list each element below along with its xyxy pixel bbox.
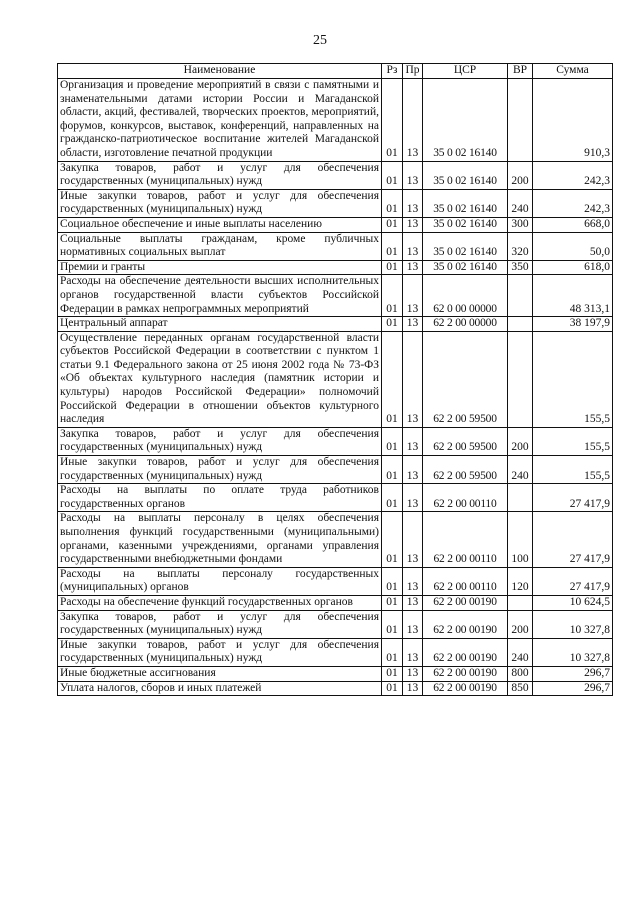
cell-csr: 62 2 00 59500	[423, 331, 508, 427]
header-vr: ВР	[508, 64, 533, 79]
cell-sum: 296,7	[533, 666, 613, 681]
cell-vr: 200	[508, 427, 533, 455]
table-row	[58, 331, 613, 427]
cell-csr: 35 0 02 16140	[423, 161, 508, 189]
cell-name: Закупка товаров, работ и услуг для обеспечения государственных (муниципальных) нужд	[58, 161, 382, 189]
table-row	[58, 79, 613, 162]
table-row	[58, 317, 613, 332]
cell-rz: 01	[382, 232, 403, 260]
cell-name: Закупка товаров, работ и услуг для обеспечения государственных (муниципальных) нужд	[58, 427, 382, 455]
cell-name: Иные закупки товаров, работ и услуг для обеспечения государственных (муниципальных) нужд	[58, 638, 382, 666]
cell-sum: 668,0	[533, 217, 613, 232]
table-row	[58, 232, 613, 260]
cell-name: Социальное обеспечение и иные выплаты населению	[58, 217, 382, 232]
header-pr: Пр	[403, 64, 423, 79]
table-row	[58, 666, 613, 681]
cell-vr: 800	[508, 666, 533, 681]
table-row	[58, 567, 613, 595]
cell-vr: 850	[508, 681, 533, 696]
header-sum: Сумма	[533, 64, 613, 79]
table-row	[58, 217, 613, 232]
cell-name: Осуществление переданных органам государственной власти субъектов Российской Федерации в соответствии с пунктом 1 статьи 9.1 Федерального закона от 25 июня 2002 года № 73-ФЗ «Об объектах культурного наследия (памятник истории и культуры) народов Российской Федерации» полномочий Российской Федерации в отношении объектов культурного наследия	[58, 331, 382, 427]
cell-rz: 01	[382, 260, 403, 275]
cell-sum: 50,0	[533, 232, 613, 260]
cell-vr	[508, 331, 533, 427]
cell-sum: 155,5	[533, 331, 613, 427]
cell-rz: 01	[382, 217, 403, 232]
cell-csr: 62 2 00 00110	[423, 484, 508, 512]
cell-pr: 13	[403, 666, 423, 681]
cell-pr: 13	[403, 456, 423, 484]
cell-vr: 240	[508, 189, 533, 217]
cell-pr: 13	[403, 217, 423, 232]
cell-vr: 320	[508, 232, 533, 260]
cell-sum: 910,3	[533, 79, 613, 162]
cell-vr	[508, 317, 533, 332]
header-csr: ЦСР	[423, 64, 508, 79]
cell-rz: 01	[382, 79, 403, 162]
cell-vr: 120	[508, 567, 533, 595]
cell-vr	[508, 275, 533, 317]
cell-csr: 35 0 02 16140	[423, 79, 508, 162]
cell-name: Расходы на выплаты персоналу в целях обеспечения выполнения функций государственными (муниципальными) органами, казенными учреждениями, органами управления государственными внебюджетными фондами	[58, 512, 382, 567]
table-row	[58, 161, 613, 189]
cell-sum: 38 197,9	[533, 317, 613, 332]
cell-name: Расходы на обеспечение функций государственных органов	[58, 595, 382, 610]
cell-csr: 62 2 00 00110	[423, 567, 508, 595]
cell-rz: 01	[382, 456, 403, 484]
cell-sum: 242,3	[533, 189, 613, 217]
header-name: Наименование	[58, 64, 382, 79]
table-row	[58, 260, 613, 275]
cell-pr: 13	[403, 427, 423, 455]
cell-vr: 350	[508, 260, 533, 275]
cell-vr: 100	[508, 512, 533, 567]
cell-pr: 13	[403, 275, 423, 317]
cell-pr: 13	[403, 512, 423, 567]
cell-name: Центральный аппарат	[58, 317, 382, 332]
cell-vr	[508, 595, 533, 610]
cell-sum: 27 417,9	[533, 484, 613, 512]
cell-vr: 200	[508, 610, 533, 638]
cell-csr: 62 2 00 00110	[423, 512, 508, 567]
cell-vr: 300	[508, 217, 533, 232]
table-row	[58, 638, 613, 666]
cell-vr: 240	[508, 638, 533, 666]
cell-name: Иные закупки товаров, работ и услуг для обеспечения государственных (муниципальных) нужд	[58, 189, 382, 217]
cell-pr: 13	[403, 567, 423, 595]
cell-rz: 01	[382, 610, 403, 638]
cell-vr: 200	[508, 161, 533, 189]
cell-sum: 155,5	[533, 456, 613, 484]
cell-sum: 296,7	[533, 681, 613, 696]
cell-csr: 35 0 02 16140	[423, 189, 508, 217]
cell-vr	[508, 484, 533, 512]
cell-csr: 35 0 02 16140	[423, 232, 508, 260]
cell-rz: 01	[382, 666, 403, 681]
cell-name: Премии и гранты	[58, 260, 382, 275]
table-body	[58, 79, 613, 696]
cell-pr: 13	[403, 681, 423, 696]
cell-rz: 01	[382, 638, 403, 666]
cell-rz: 01	[382, 317, 403, 332]
cell-name: Закупка товаров, работ и услуг для обеспечения государственных (муниципальных) нужд	[58, 610, 382, 638]
cell-rz: 01	[382, 427, 403, 455]
cell-pr: 13	[403, 189, 423, 217]
cell-pr: 13	[403, 161, 423, 189]
cell-rz: 01	[382, 681, 403, 696]
cell-pr: 13	[403, 331, 423, 427]
cell-sum: 27 417,9	[533, 512, 613, 567]
table-row	[58, 189, 613, 217]
cell-sum: 27 417,9	[533, 567, 613, 595]
table-row	[58, 427, 613, 455]
cell-sum: 618,0	[533, 260, 613, 275]
cell-csr: 35 0 02 16140	[423, 217, 508, 232]
cell-csr: 62 2 00 00190	[423, 666, 508, 681]
cell-rz: 01	[382, 161, 403, 189]
cell-pr: 13	[403, 595, 423, 610]
cell-csr: 62 2 00 00000	[423, 317, 508, 332]
cell-sum: 10 327,8	[533, 638, 613, 666]
table-row	[58, 610, 613, 638]
cell-pr: 13	[403, 317, 423, 332]
cell-rz: 01	[382, 484, 403, 512]
cell-name: Уплата налогов, сборов и иных платежей	[58, 681, 382, 696]
cell-csr: 62 2 00 00190	[423, 595, 508, 610]
cell-csr: 35 0 02 16140	[423, 260, 508, 275]
cell-rz: 01	[382, 331, 403, 427]
cell-sum: 48 313,1	[533, 275, 613, 317]
header-rz: Рз	[382, 64, 403, 79]
cell-csr: 62 2 00 59500	[423, 427, 508, 455]
table-header-row	[58, 64, 613, 79]
cell-pr: 13	[403, 638, 423, 666]
cell-csr: 62 0 00 00000	[423, 275, 508, 317]
cell-sum: 10 327,8	[533, 610, 613, 638]
cell-csr: 62 2 00 59500	[423, 456, 508, 484]
cell-csr: 62 2 00 00190	[423, 638, 508, 666]
cell-pr: 13	[403, 232, 423, 260]
cell-csr: 62 2 00 00190	[423, 610, 508, 638]
cell-rz: 01	[382, 567, 403, 595]
cell-sum: 242,3	[533, 161, 613, 189]
cell-name: Расходы на выплаты по оплате труда работников государственных органов	[58, 484, 382, 512]
cell-pr: 13	[403, 79, 423, 162]
cell-rz: 01	[382, 595, 403, 610]
cell-sum: 155,5	[533, 427, 613, 455]
cell-name: Иные закупки товаров, работ и услуг для обеспечения государственных (муниципальных) нужд	[58, 456, 382, 484]
cell-pr: 13	[403, 610, 423, 638]
cell-name: Социальные выплаты гражданам, кроме публичных нормативных социальных выплат	[58, 232, 382, 260]
table-row	[58, 456, 613, 484]
cell-vr	[508, 79, 533, 162]
cell-csr: 62 2 00 00190	[423, 681, 508, 696]
cell-vr: 240	[508, 456, 533, 484]
cell-pr: 13	[403, 484, 423, 512]
table-row	[58, 595, 613, 610]
cell-name: Иные бюджетные ассигнования	[58, 666, 382, 681]
page-number: 25	[313, 33, 327, 48]
cell-sum: 10 624,5	[533, 595, 613, 610]
cell-name: Расходы на выплаты персоналу государственных (муниципальных) органов	[58, 567, 382, 595]
cell-pr: 13	[403, 260, 423, 275]
table-row	[58, 681, 613, 696]
budget-table	[57, 63, 613, 696]
cell-rz: 01	[382, 189, 403, 217]
cell-rz: 01	[382, 512, 403, 567]
cell-name: Расходы на обеспечение деятельности высших исполнительных органов государственной власти субъектов Российской Федерации в рамках непрограммных мероприятий	[58, 275, 382, 317]
cell-rz: 01	[382, 275, 403, 317]
table-row	[58, 275, 613, 317]
table-row	[58, 484, 613, 512]
cell-name: Организация и проведение мероприятий в связи с памятными и знаменательными датами истории России и Магаданской области, акций, фестивалей, творческих проектов, мероприятий, форумов, конкурсов, выставок, конференций, направленных на гражданско-патриотическое воспитание жителей Магаданской области, изготовление печатной продукции	[58, 79, 382, 162]
table-row	[58, 512, 613, 567]
